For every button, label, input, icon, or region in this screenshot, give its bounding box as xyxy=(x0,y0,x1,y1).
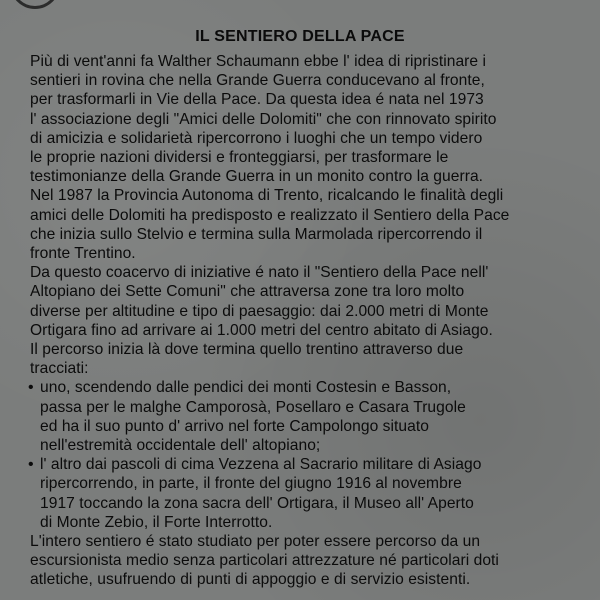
text-line: Da questo coacervo di iniziative é nato il "Sentiero della Pace nell' xyxy=(30,264,489,282)
text-line: L'intero sentiero é stato studiato per poter essere percorso da un xyxy=(30,533,481,551)
text-line: ripercorrendo, in parte, il fronte del giugno 1916 al novembre xyxy=(40,475,462,493)
text-line: diverse per altitudine e tipo di paesaggio: dai 2.000 metri di Monte xyxy=(30,302,489,320)
bullet-item-1 xyxy=(30,378,590,455)
text-line: nell'estremità occidentale dell' altopiano; xyxy=(40,437,321,455)
text-line: sentieri in rovina che nella Grande Guerra conducevano al fronte, xyxy=(30,72,485,90)
text-line: testimonianze della Grande Guerra in un monito contro la guerra. xyxy=(30,168,484,186)
text-line: per trasformarli in Vie della Pace. Da questa idea é nata nel 1973 xyxy=(30,91,484,109)
text-line: che inizia sullo Stelvio e termina sulla Marmolada ripercorrendo il xyxy=(30,225,483,243)
paragraph-4 xyxy=(30,532,590,590)
text-line: escursionista medio senza particolari attrezzature né particolari doti xyxy=(30,552,499,570)
text-line: amici delle Dolomiti ha predisposto e realizzato il Sentiero della Pace xyxy=(30,206,510,224)
text-line: 1917 toccando la zona sacra dell' Ortigara, il Museo all' Aperto xyxy=(40,494,474,512)
text-line: ed ha il suo punto d' arrivo nel forte Campolongo situato xyxy=(40,417,429,435)
paragraph-3 xyxy=(30,263,590,378)
text-line: di Monte Zebio, il Forte Interrotto. xyxy=(40,513,273,531)
sign-title: IL SENTIERO DELLA PACE xyxy=(195,28,405,45)
text-line: Più di vent'anni fa Walther Schaumann ebbe l' idea di ripristinare i xyxy=(30,53,487,70)
text-line: l' altro dai pascoli di cima Vezzena al Sacrario militare di Asiago xyxy=(40,456,482,474)
paragraph-1 xyxy=(30,52,590,186)
paragraph-2 xyxy=(30,186,590,263)
text-line: le proprie nazioni dividersi e fronteggiarsi, per trasformare le xyxy=(30,149,449,167)
text-line: Il percorso inizia là dove termina quello trentino attraverso due xyxy=(30,341,464,359)
text-line: Altopiano dei Sette Comuni" che attraversa zone tra loro molto xyxy=(30,283,465,301)
text-line: di amicizia e solidarietà ripercorrono i luoghi che un tempo videro xyxy=(30,129,483,147)
bullet-icon: • xyxy=(28,379,34,397)
text-line: tracciati: xyxy=(30,360,89,378)
text-line: Nel 1987 la Provincia Autonoma di Trento, ricalcando le finalità degli xyxy=(30,187,504,205)
text-line: uno, scendendo dalle pendici dei monti Costesin e Basson, xyxy=(40,379,452,397)
corner-logo-fragment xyxy=(10,0,60,9)
sign-body xyxy=(30,52,590,590)
bullet-item-2 xyxy=(30,455,590,532)
text-line: fronte Trentino. xyxy=(30,245,136,263)
bullet-icon: • xyxy=(28,456,34,474)
text-line: atletiche, usufruendo di punti di appoggio e di servizio esistenti. xyxy=(30,571,471,589)
text-line: Ortigara fino ad arrivare ai 1.000 metri del centro abitato di Asiago. xyxy=(30,321,493,339)
text-line: l' associazione degli "Amici delle Dolomiti" che con rinnovato spirito xyxy=(30,110,497,128)
text-line: passa per le malghe Camporosà, Posellaro e Casara Trugole xyxy=(40,398,466,416)
